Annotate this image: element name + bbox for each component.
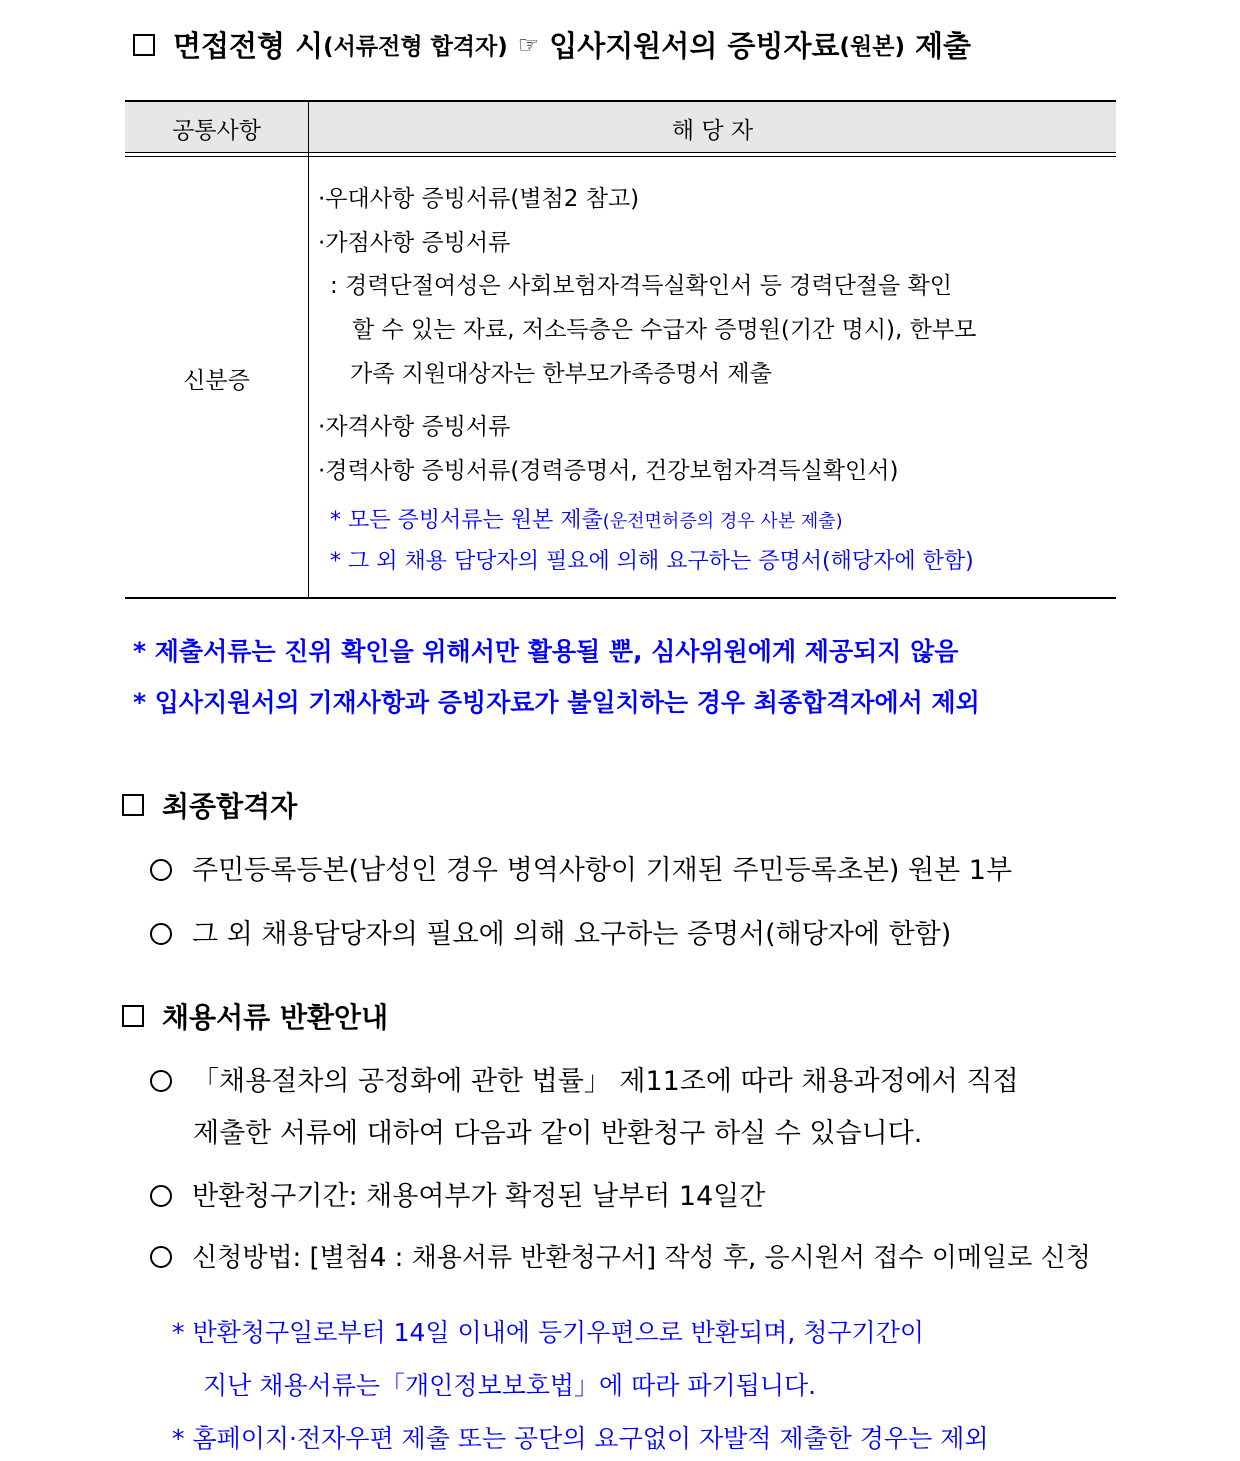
table-note-2: * 그 외 채용 담당자의 필요에 의해 요구하는 증명서(해당자에 한함) <box>330 549 974 574</box>
section2-bullet-1-text: 주민등록등본(남성인 경우 병역사항이 기재된 주민등록초본) 원본 1부 <box>192 855 1013 886</box>
checkbox-square-icon <box>122 1005 144 1027</box>
section1-title-a: 면접전형 시 <box>173 29 324 63</box>
circle-bullet-icon <box>150 923 172 945</box>
table-item-1: ·우대사항 증빙서류(별첨2 참고) <box>318 186 640 212</box>
section3-heading <box>122 996 388 1036</box>
table-item-3b: 할 수 있는 자료, 저소득층은 수급자 증명원(기간 명시), 한부모 <box>352 317 977 343</box>
section3-bullet-1-text-b: 제출한 서류에 대하여 다음과 같이 반환청구 하실 수 있습니다. <box>193 1118 923 1149</box>
section2-heading <box>122 785 297 825</box>
table-item-3c: 가족 지원대상자는 한부모가족증명서 제출 <box>350 361 772 387</box>
table-header-common: 공통사항 <box>172 118 261 144</box>
table-bottom-rule <box>125 597 1116 599</box>
section3-bullet-2 <box>150 1174 765 1213</box>
circle-bullet-icon <box>150 1185 172 1207</box>
circle-bullet-icon <box>150 1246 172 1268</box>
checkbox-square-icon <box>122 794 144 816</box>
section3-bullet-2-text: 반환청구기간: 채용여부가 확정된 날부터 14일간 <box>192 1181 766 1212</box>
table-header-rule-2 <box>125 156 1116 157</box>
section1-title-small-b: (원본) <box>839 34 905 60</box>
table-header-target: 해 당 자 <box>671 118 754 144</box>
table-item-5: ·경력사항 증빙서류(경력증명서, 건강보험자격득실확인서) <box>318 458 899 484</box>
table-top-rule <box>125 100 1116 102</box>
section3-title: 채용서류 반환안내 <box>162 1001 389 1034</box>
section1-title-small: (서류전형 합격자) <box>323 34 508 60</box>
note-verification: * 제출서류는 진위 확인을 위해서만 활용될 뿐, 심사위원에게 제공되지 않음 <box>133 637 959 666</box>
section2-bullet-2 <box>150 912 951 951</box>
section3-bullet-1 <box>150 1059 1019 1098</box>
section3-note-2: * 홈페이지·전자우편 제출 또는 공단의 요구없이 자발적 제출한 경우는 제외 <box>172 1424 989 1453</box>
section3-note-1a: * 반환청구일로부터 14일 이내에 등기우편으로 반환되며, 청구기간이 <box>172 1318 924 1347</box>
pointing-hand-icon: ☞ <box>517 30 540 59</box>
section2-title: 최종합격자 <box>162 790 298 823</box>
section3-bullet-1-text-a: 「채용절차의 공정화에 관한 법률」 제11조에 따라 채용과정에서 직접 <box>192 1066 1019 1097</box>
table-column-divider <box>308 102 309 597</box>
table-note-1 <box>330 503 843 534</box>
table-header-rule <box>125 152 1116 153</box>
section2-bullet-1 <box>150 848 1012 887</box>
section1-title-c: 제출 <box>914 29 971 63</box>
section1-title-b: 입사지원서의 증빙자료 <box>549 29 840 63</box>
table-item-3a: : 경력단절여성은 사회보험자격득실확인서 등 경력단절을 확인 <box>330 273 952 299</box>
table-item-4: ·자격사항 증빙서류 <box>318 414 511 440</box>
section3-bullet-3-text: 신청방법: [별첨4 : 채용서류 반환청구서] 작성 후, 응시원서 접수 이메일로 신청 <box>192 1243 1091 1273</box>
table-note-1-main: * 모든 증빙서류는 원본 제출 <box>330 508 603 533</box>
section3-note-1b: 지난 채용서류는「개인정보보호법」에 따라 파기됩니다. <box>203 1371 817 1400</box>
table-row-label: 신분증 <box>183 368 250 394</box>
section1-heading <box>133 24 971 65</box>
checkbox-square-icon <box>133 34 155 56</box>
circle-bullet-icon <box>150 1070 172 1092</box>
circle-bullet-icon <box>150 859 172 881</box>
section3-bullet-3 <box>150 1237 1091 1274</box>
section2-bullet-2-text: 그 외 채용담당자의 필요에 의해 요구하는 증명서(해당자에 한함) <box>192 919 952 950</box>
table-item-2: ·가점사항 증빙서류 <box>318 230 511 256</box>
table-note-1-small: (운전면허증의 경우 사본 제출) <box>602 511 843 532</box>
note-mismatch: * 입사지원서의 기재사항과 증빙자료가 불일치하는 경우 최종합격자에서 제외 <box>133 688 980 717</box>
